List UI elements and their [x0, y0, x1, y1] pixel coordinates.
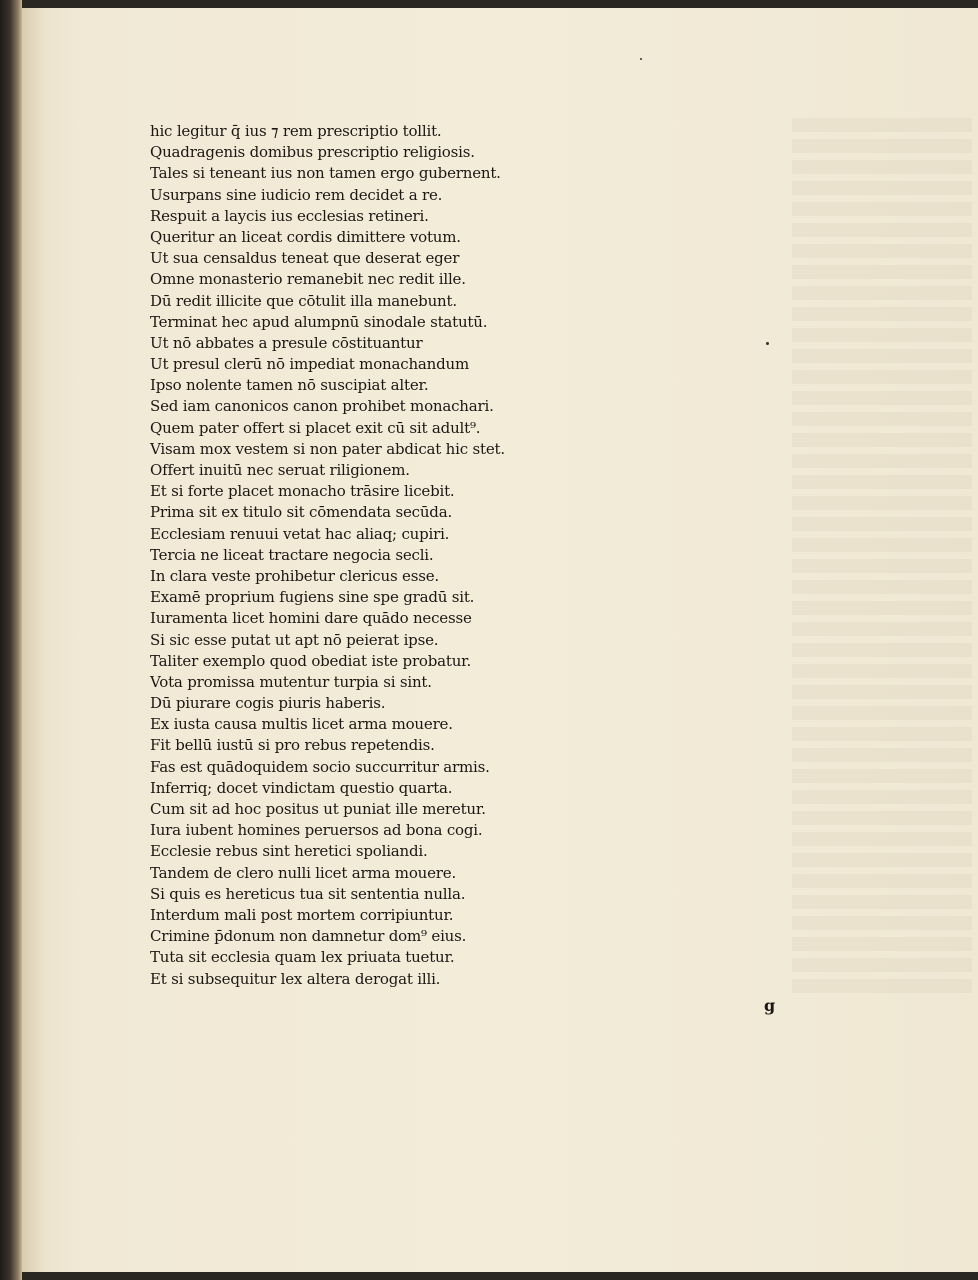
text-line: Iura iubent homines peruersos ad bona cogi.	[150, 821, 483, 840]
text-line: Ecclesiam renuui vetat hac aliaq; cupiri.	[150, 524, 450, 543]
catchword: g	[764, 996, 776, 1015]
text-line: Et si forte placet monacho trāsire licebit.	[150, 482, 455, 501]
verse-text-block	[150, 121, 580, 990]
text-line: Fas est quādoquidem socio succurritur armis.	[150, 757, 490, 776]
text-line: Tercia ne liceat tractare negocia secli.	[150, 545, 434, 564]
text-line: Fit bellū iustū si pro rebus repetendis.	[150, 736, 435, 755]
text-line: Ecclesie rebus sint heretici spoliandi.	[150, 842, 428, 861]
text-line: Visam mox vestem si non pater abdicat hic stet.	[150, 439, 505, 458]
text-line: Tales si teneant ius non tamen ergo gubernent.	[150, 164, 501, 183]
ink-speck	[640, 58, 642, 60]
text-line: Cum sit ad hoc positus ut puniat ille meretur.	[150, 800, 486, 818]
text-line: Quem pater offert si placet exit cū sit adult⁹.	[150, 418, 481, 437]
show-through-text	[792, 118, 972, 998]
text-line: Sed iam canonicos canon prohibet monachari.	[150, 397, 494, 416]
text-line: Respuit a laycis ius ecclesias retineri.	[150, 206, 429, 225]
text-line: Ex iusta causa multis licet arma mouere.	[150, 715, 453, 734]
page-gutter-edge	[0, 0, 22, 1280]
text-line: Si quis es hereticus tua sit sententia nulla.	[150, 884, 466, 903]
text-line: Dū piurare cogis piuris haberis.	[150, 694, 386, 713]
text-line: Tandem de clero nulli licet arma mouere.	[150, 863, 457, 882]
text-line: Et si subsequitur lex altera derogat illi.	[150, 969, 441, 988]
text-line: Dū redit illicite que cōtulit illa manebunt.	[150, 291, 457, 310]
text-line: Prima sit ex titulo sit cōmendata secūda.	[150, 503, 453, 522]
ink-speck	[766, 342, 769, 345]
text-line: Iuramenta licet homini dare quādo necesse	[150, 609, 472, 628]
text-line: Examē proprium fugiens sine spe gradū sit.	[150, 588, 475, 607]
text-line: Ut nō abbates a presule cōstituantur	[150, 333, 423, 352]
text-line: Usurpans sine iudicio rem decidet a re.	[150, 185, 443, 204]
text-line: Inferriq; docet vindictam questio quarta.	[150, 778, 453, 797]
text-line: Quadragenis domibus prescriptio religiosis.	[150, 143, 475, 162]
text-line: Si sic esse putat ut apt nō peierat ipse.	[150, 630, 439, 649]
text-line: Terminat hec apud alumpnū sinodale statutū.	[150, 312, 488, 331]
text-line: Ut sua censaldus teneat que deserat eger	[150, 249, 460, 268]
text-line: hic legitur q̄ ius ⁊ rem prescriptio tollit.	[150, 122, 442, 140]
text-line: In clara veste prohibetur clericus esse.	[150, 566, 439, 585]
text-line: Queritur an liceat cordis dimittere votum.	[150, 227, 461, 246]
text-line: Vota promissa mutentur turpia si sint.	[150, 672, 432, 691]
text-line: Ipso nolente tamen nō suscipiat alter.	[150, 376, 429, 395]
text-line: Ut presul clerū nō impediat monachandum	[150, 355, 469, 374]
text-line: Offert inuitū nec seruat riligionem.	[150, 461, 410, 479]
text-line: Interdum mali post mortem corripiuntur.	[150, 905, 454, 924]
text-line: Crimine p̄donum non damnetur dom⁹ eius.	[150, 927, 467, 946]
text-line: Omne monasterio remanebit nec redit ille.	[150, 270, 466, 289]
text-line: Tuta sit ecclesia quam lex priuata tuetur.	[150, 948, 455, 967]
text-line: Taliter exemplo quod obediat iste probatur.	[150, 651, 472, 670]
